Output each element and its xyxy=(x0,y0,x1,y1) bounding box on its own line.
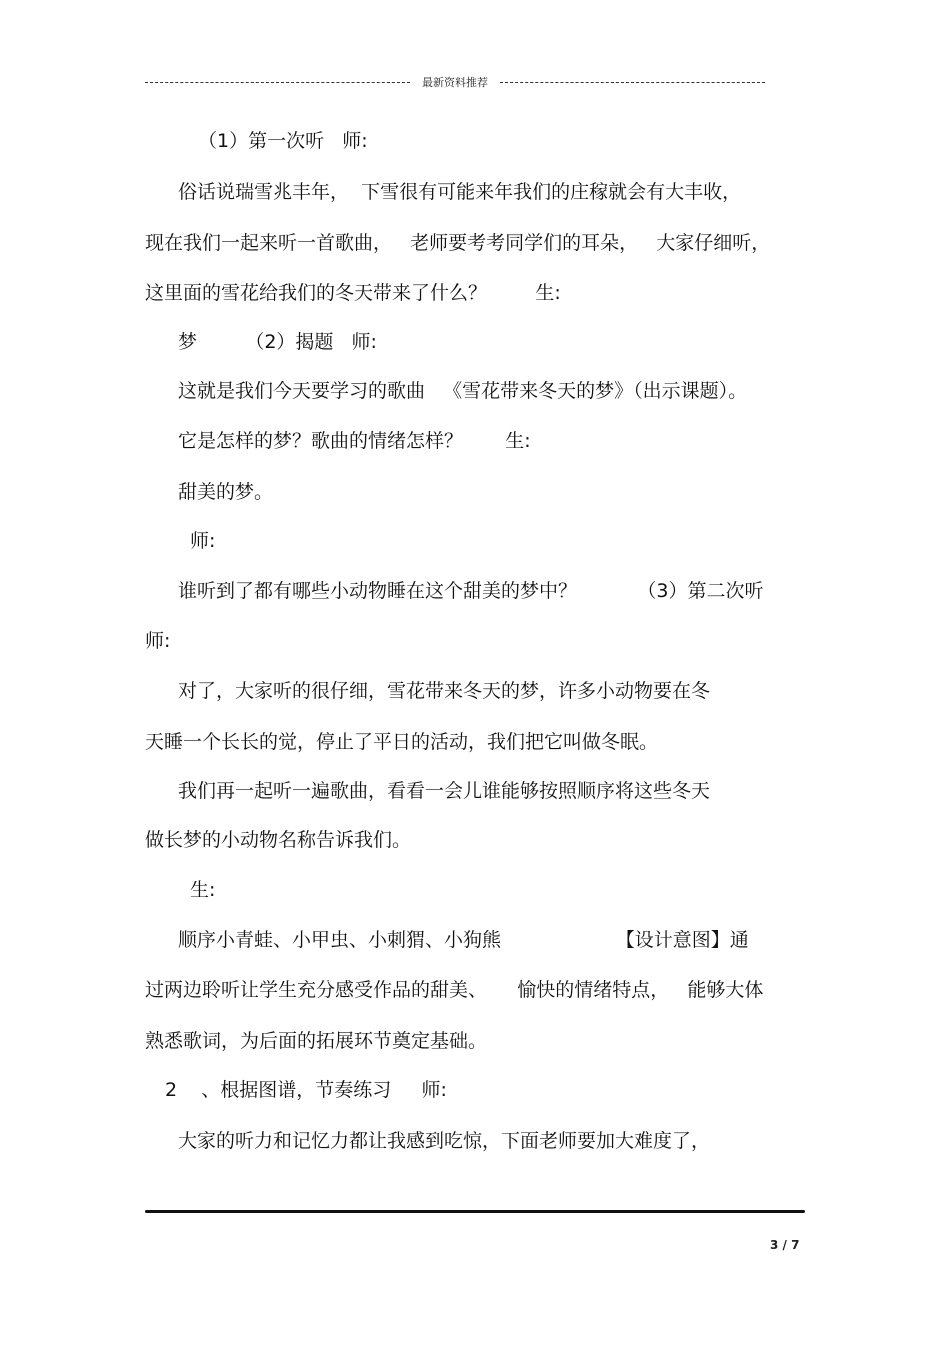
body-line: 做长梦的小动物名称告诉我们。 xyxy=(145,829,412,851)
body-line: 甜美的梦。 xyxy=(178,481,274,503)
header-title: 最新资料推荐 xyxy=(422,76,488,89)
body-line: （1）第一次听 师: xyxy=(198,130,368,152)
footer-rule xyxy=(145,1210,805,1213)
body-line: 对了，大家听的很仔细，雪花带来冬天的梦，许多小动物要在冬 xyxy=(178,680,711,702)
body-line: 天睡一个长长的觉，停止了平日的活动，我们把它叫做冬眠。 xyxy=(145,731,659,753)
page-header xyxy=(145,72,765,92)
body-line: 谁听到了都有哪些小动物睡在这个甜美的梦中？ （3）第二次听 xyxy=(178,580,764,602)
page-number: 3 / 7 xyxy=(770,1238,800,1252)
body-line: 2 、根据图谱，节奏练习 师: xyxy=(165,1079,447,1101)
body-line: 我们再一起听一遍歌曲，看看一会儿谁能够按照顺序将这些冬天 xyxy=(178,780,711,802)
body-line: 这就是我们今天要学习的歌曲 《雪花带来冬天的梦》（出示课题）。 xyxy=(178,380,748,402)
body-line: 师: xyxy=(145,630,171,652)
header-left-rule xyxy=(145,82,410,83)
body-line: 熟悉歌词，为后面的拓展环节奠定基础。 xyxy=(145,1030,488,1052)
body-line: 梦 （2）揭题 师: xyxy=(178,331,377,353)
header-right-rule xyxy=(500,82,765,83)
body-line: 它是怎样的梦？歌曲的情绪怎样？ 生: xyxy=(178,430,531,452)
body-line: 生: xyxy=(190,879,216,901)
body-line: 师: xyxy=(190,530,216,552)
body-line: 俗话说瑞雪兆丰年， 下雪很有可能来年我们的庄稼就会有大丰收， xyxy=(178,181,742,203)
body-line: 大家的听力和记忆力都让我感到吃惊，下面老师要加大难度了， xyxy=(178,1130,711,1152)
body-line: 过两边聆听让学生充分感受作品的甜美、 愉快的情绪特点， 能够大体 xyxy=(145,979,764,1001)
body-line: 这里面的雪花给我们的冬天带来了什么？ 生: xyxy=(145,282,561,304)
body-line: 现在我们一起来听一首歌曲， 老师要考考同学们的耳朵， 大家仔细听， xyxy=(145,232,771,254)
body-line: 顺序小青蛙、小甲虫、小刺猬、小狗熊 【设计意图】通 xyxy=(178,929,749,951)
